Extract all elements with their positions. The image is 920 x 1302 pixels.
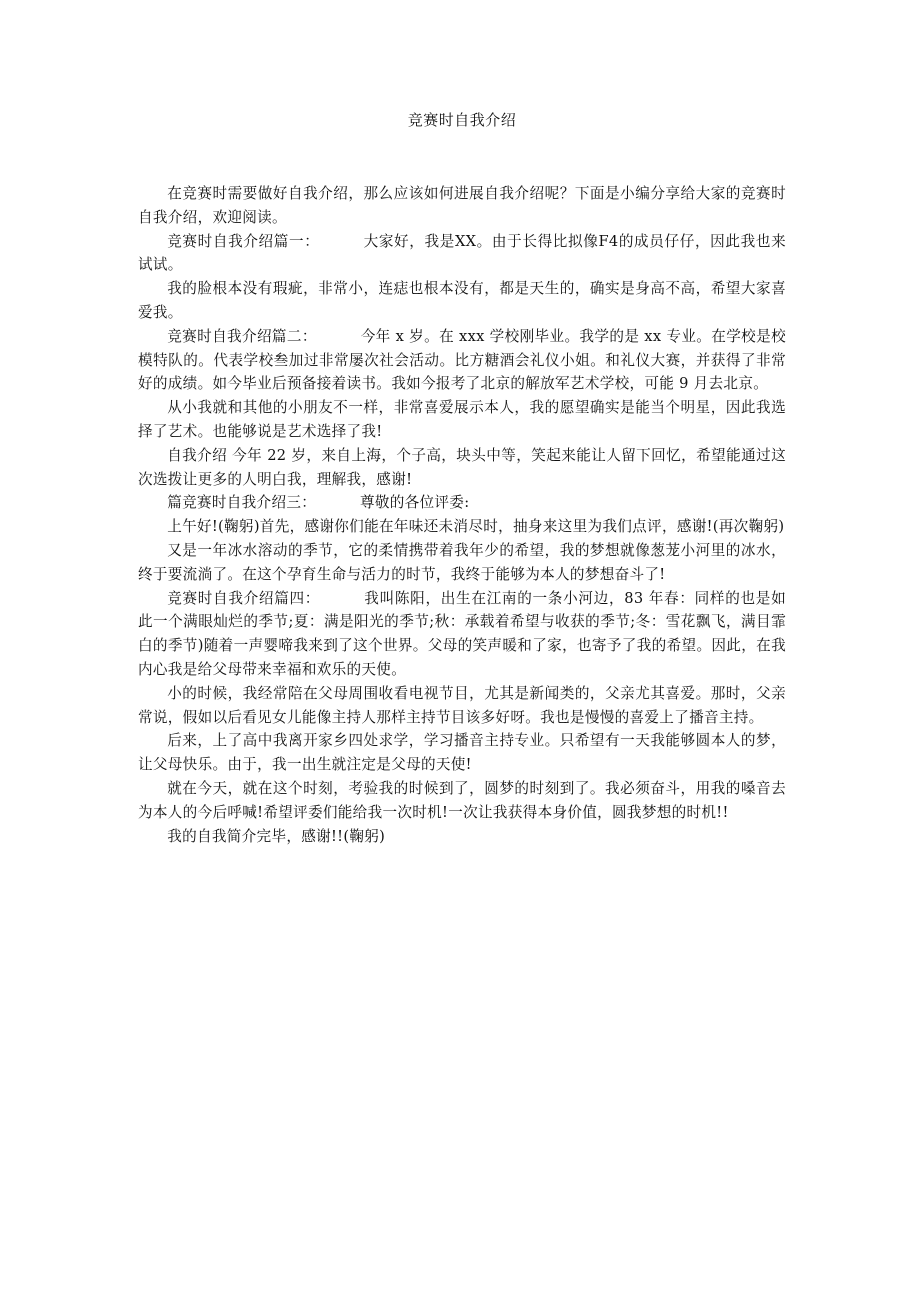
section-lead: 篇竞赛时自我介绍三： (167, 494, 317, 512)
paragraph (138, 444, 786, 492)
paragraph (138, 396, 786, 444)
paragraph (138, 777, 786, 825)
paragraph-part-one (138, 230, 786, 278)
document-page (138, 110, 786, 848)
paragraph-text: 我的脸根本没有瑕疵，非常小，连痣也根本没有，都是天生的，确实是身高不高，希望大家喜爱我。 (138, 280, 786, 321)
paragraph-text: 从小我就和其他的小朋友不一样，非常喜爱展示本人，我的愿望确实是能当个明星，因此我选择了艺术。也能够说是艺术选择了我! (138, 399, 786, 440)
paragraph-text: 我的自我简介完毕，感谢!!(鞠躬) (167, 827, 386, 845)
paragraph (138, 277, 786, 325)
paragraph (138, 539, 786, 587)
paragraph-text: 我叫陈阳，出生在江南的一条小河边，83 年春：同样的也是如此一个满眼灿烂的季节;夏：满是阳光的季节;秋：承载着希望与收获的季节;冬：雪花飘飞，满目霏白的季节)随着一声婴啼我来到了这个世界。父母的笑声暖和了家，也寄予了我的希望。因此，在我内心我是给父母带来幸福和欢乐的天使。 (138, 589, 786, 678)
paragraph-intro (138, 182, 786, 230)
paragraph-part-four (138, 587, 786, 682)
paragraph-text: 大家好，我是XX。由于长得比拟像F4的成员仔仔，因此我也来试试。 (138, 232, 786, 274)
paragraph-text: 在竞赛时需要做好自我介绍，那么应该如何进展自我介绍呢？下面是小编分享给大家的竞赛时自我介绍，欢迎阅读。 (138, 185, 786, 226)
paragraph-text: 就在今天，就在这个时刻，考验我的时候到了，圆梦的时刻到了。我必须奋斗，用我的嗓音去为本人的今后呼喊!希望评委们能给我一次时机!一次让我获得本身价值，圆我梦想的时机!! (138, 779, 786, 821)
document-title: 竞赛时自我介绍 (407, 111, 517, 129)
section-lead: 竞赛时自我介绍篇一： (167, 232, 320, 250)
paragraph-text: 今年 x 岁。在 xxx 学校刚毕业。我学的是 xx 专业。在学校是校模特队的。代表学校叁加过非常屡次社会活动。比方糖酒会礼仪小姐。和礼仪大赛，并获得了非常好的成绩。如今毕业后预备接着读书。我如今报考了北京的解放军艺术学校，可能 9 月去北京。 (138, 327, 786, 393)
paragraph (138, 515, 786, 539)
paragraph-text: 小的时候，我经常陪在父母周围收看电视节目，尤其是新闻类的，父亲尤其喜爱。那时，父亲常说，假如以后看见女儿能像主持人那样主持节目该多好呀。我也是慢慢的喜爱上了播音主持。 (138, 684, 786, 726)
section-lead: 竞赛时自我介绍篇四： (167, 589, 321, 607)
paragraph-text: 上午好!(鞠躬)首先，感谢你们能在年味还未消尽时，抽身来这里为我们点评，感谢!(再次鞠躬) (167, 518, 785, 536)
paragraph-text: 后来，上了高中我离开家乡四处求学，学习播音主持专业。只希望有一天我能够圆本人的梦，让父母快乐。由于，我一出生就注定是父母的天使! (138, 732, 786, 774)
paragraph (138, 729, 786, 777)
paragraph-text: 自我介绍 今年 22 岁，来自上海，个子高，块头中等，笑起来能让人留下回忆，希望能通过这次选拨让更多的人明白我，理解我，感谢! (138, 446, 786, 488)
paragraph-part-two (138, 325, 786, 396)
section-lead: 竞赛时自我介绍篇二： (167, 327, 317, 345)
paragraph (138, 682, 786, 730)
paragraph-part-three (138, 491, 786, 515)
paragraph-text: 又是一年冰水溶动的季节，它的柔情携带着我年少的希望，我的梦想就像葱茏小河里的冰水，终于要流淌了。在这个孕育生命与活力的时节，我终于能够为本人的梦想奋斗了! (138, 541, 786, 583)
paragraph-text: 尊敬的各位评委: (359, 494, 470, 512)
paragraph-closing (138, 825, 786, 849)
